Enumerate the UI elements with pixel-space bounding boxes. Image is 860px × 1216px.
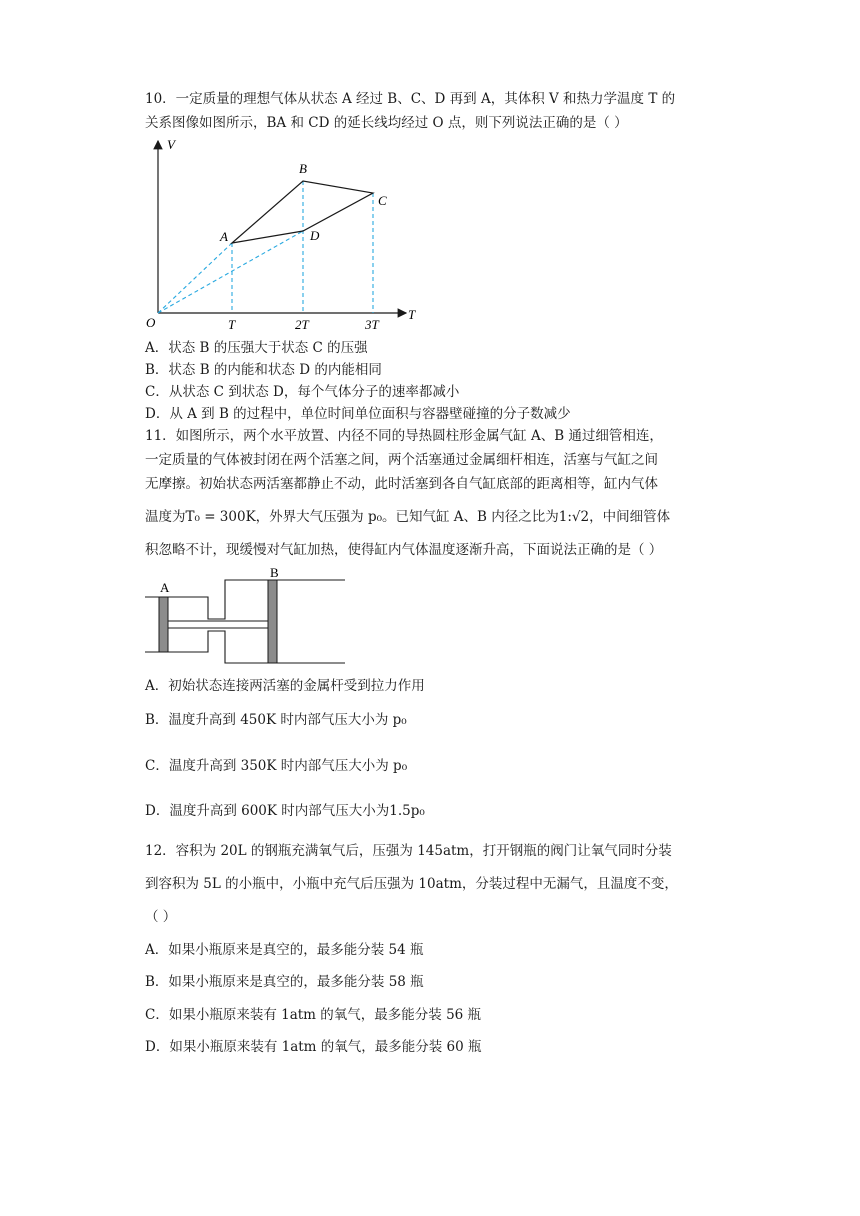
q12-stem-line-2: 到容积为 5L 的小瓶中，小瓶中充气后压强为 10atm，分装过程中无漏气，且温度不变， [145,876,678,892]
q12-stem-line-3: （ ） [145,909,177,925]
q11-option-b: B．温度升高到 450K 时内部气压大小为 p₀ [145,712,407,728]
point-label-d: D [310,228,320,243]
q11-option-d: D．温度升高到 600K 时内部气压大小为1.5p₀ [145,803,425,819]
q11-option-c: C．温度升高到 350K 时内部气压大小为 p₀ [145,758,408,774]
q12-stem-line-1: 12．容积为 20L 的钢瓶充满氧气后，压强为 145atm，打开钢瓶的阀门让氧气同时分装 [145,843,672,859]
tick-label-2t: 2T [295,317,309,332]
tick-label-3t: 3T [365,317,379,332]
q11-stem-line-5: 积忽略不计，现缓慢对气缸加热，使得缸内气体温度逐渐升高，下面说法正确的是（ ） [145,542,663,558]
point-label-b: B [299,161,307,176]
cylinder-label-b: B [270,565,279,580]
q11-stem-line-3: 无摩擦。初始状态两活塞都静止不动，此时活塞到各自气缸底部的距离相等，缸内气体 [145,476,658,492]
q12-option-c: C．如果小瓶原来装有 1atm 的氧气，最多能分装 56 瓶 [145,1007,482,1023]
cylinder-label-a: A [160,580,170,595]
dashed-od [158,231,303,313]
q11-stem-line-1: 11．如图所示，两个水平放置、内径不同的导热圆柱形金属气缸 A、B 通过细管相连， [145,428,663,444]
tick-label-t: T [228,317,236,332]
q12-option-d: D．如果小瓶原来装有 1atm 的氧气，最多能分装 60 瓶 [145,1039,482,1055]
q12-option-b: B．如果小瓶原来是真空的，最多能分装 58 瓶 [145,974,424,990]
q11-stem-line-4: 温度为T₀ = 300K，外界大气压强为 p₀。已知气缸 A、B 内径之比为1:√2，中间细管体 [145,509,671,525]
q10-stem-line-2: 关系图像如图所示，BA 和 CD 的延长线均经过 O 点，则下列说法正确的是（ ） [145,115,628,131]
q10-option-d: D．从 A 到 B 的过程中，单位时间单位面积与容器壁碰撞的分子数减少 [145,406,571,422]
q10-option-c: C．从状态 C 到状态 D，每个气体分子的速率都减小 [145,384,460,400]
q10-vt-graph [140,135,430,335]
point-label-c: C [378,193,387,208]
cylinder-a-wall-bottom [145,631,345,663]
q10-stem-line-1: 10．一定质量的理想气体从状态 A 经过 B、C、D 再到 A，其体积 V 和热力学温度 T 的 [145,91,676,107]
cylinder-a-wall [145,580,345,619]
axis-label-v: V [167,137,175,152]
q10-option-a: A．状态 B 的压强大于状态 C 的压强 [145,340,368,356]
q11-stem-line-2: 一定质量的气体被封闭在两个活塞之间，两个活塞通过金属细杆相连，活塞与气缸之间 [145,452,658,468]
q10-option-b: B．状态 B 的内能和状态 D 的内能相同 [145,362,382,378]
q11-option-a: A．初始状态连接两活塞的金属杆受到拉力作用 [145,678,425,694]
q11-cylinder-figure [140,565,370,665]
axis-label-t: T [408,307,416,322]
origin-label: O [146,315,156,330]
point-label-a: A [220,229,228,244]
q12-option-a: A．如果小瓶原来是真空的，最多能分装 54 瓶 [145,942,424,958]
piston-b [268,580,277,663]
piston-a [159,597,168,652]
